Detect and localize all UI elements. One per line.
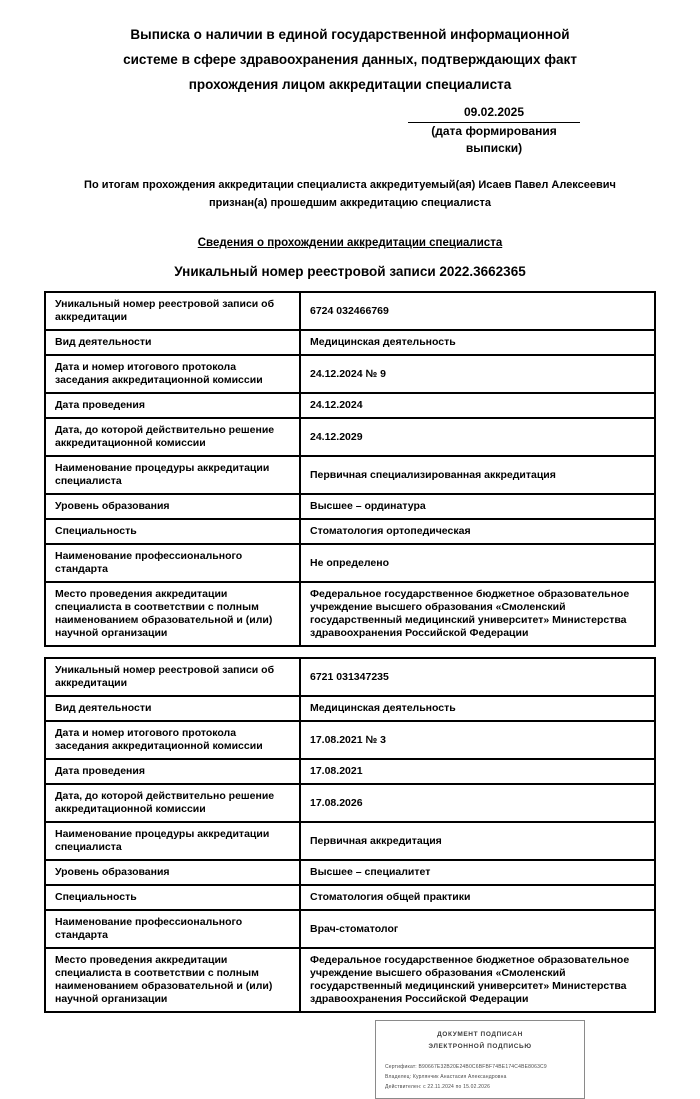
field-label: Дата проведения — [45, 393, 300, 418]
field-label: Уровень образования — [45, 494, 300, 519]
field-value: Врач-стоматолог — [300, 910, 655, 948]
document-title-line: системе в сфере здравоохранения данных, подтверждающих факт — [123, 52, 577, 67]
field-value: 17.08.2026 — [300, 784, 655, 822]
table-row — [45, 544, 655, 582]
stamp-title-line: ЭЛЕКТРОННОЙ ПОДПИСЬЮ — [428, 1043, 532, 1050]
field-value: Федеральное государственное бюджетное образовательное учреждение высшего образования «Смоленский государственный медицинский университет» Министерства здравоохранения Российской Федерации — [300, 582, 655, 646]
field-label: Уникальный номер реестровой записи об аккредитации — [45, 658, 300, 696]
document-title-line: Выписка о наличии в единой государственной информационной — [130, 27, 570, 42]
field-value: Стоматология ортопедическая — [300, 519, 655, 544]
table-row — [45, 721, 655, 759]
field-label: Специальность — [45, 519, 300, 544]
stamp-title-line: ДОКУМЕНТ ПОДПИСАН — [437, 1031, 523, 1038]
table-row — [45, 784, 655, 822]
field-value: 24.12.2024 — [300, 393, 655, 418]
field-value: Высшее – специалитет — [300, 860, 655, 885]
extract-date-caption: (дата формирования выписки) — [431, 124, 557, 155]
field-label: Вид деятельности — [45, 696, 300, 721]
field-label: Вид деятельности — [45, 330, 300, 355]
field-value: 6721 031347235 — [300, 658, 655, 696]
extract-date: 09.02.2025 — [408, 105, 580, 123]
field-label: Дата и номер итогового протокола заседания аккредитационной комиссии — [45, 355, 300, 393]
field-value: Высшее – ординатура — [300, 494, 655, 519]
field-label: Место проведения аккредитации специалиста в соответствии с полным наименованием образовательной и (или) научной организации — [45, 582, 300, 646]
document-title-line: прохождения лицом аккредитации специалиста — [188, 77, 512, 92]
field-value: Стоматология общей практики — [300, 885, 655, 910]
table-row — [45, 822, 655, 860]
field-value: 17.08.2021 № 3 — [300, 721, 655, 759]
field-label: Специальность — [45, 885, 300, 910]
field-value: Первичная специализированная аккредитация — [300, 456, 655, 494]
field-value: 24.12.2024 № 9 — [300, 355, 655, 393]
accreditation-table-2 — [44, 657, 656, 1013]
field-value: Медицинская деятельность — [300, 696, 655, 721]
stamp-validity: Действителен: с 22.11.2024 по 15.02.2026 — [385, 1084, 491, 1090]
field-value: Федеральное государственное бюджетное образовательное учреждение высшего образования «Смоленский государственный медицинский университет» Министерства здравоохранения Российской Федерации — [300, 948, 655, 1012]
table-row — [45, 330, 655, 355]
stamp-certificate: Сертификат: B90667E32B20E24B0C6BFBF74BE174C4BE8063C9 — [385, 1064, 547, 1070]
table-row — [45, 658, 655, 696]
table-row — [45, 494, 655, 519]
field-label: Дата, до которой действительно решение аккредитационной комиссии — [45, 418, 300, 456]
table-row — [45, 355, 655, 393]
field-label: Дата и номер итогового протокола заседания аккредитационной комиссии — [45, 721, 300, 759]
electronic-signature-stamp — [375, 1020, 585, 1099]
field-label: Наименование процедуры аккредитации специалиста — [45, 456, 300, 494]
accreditation-result-text — [44, 176, 656, 212]
field-label: Наименование профессионального стандарта — [45, 910, 300, 948]
table-row — [45, 885, 655, 910]
table-row — [45, 696, 655, 721]
table-row — [45, 948, 655, 1012]
table-row — [45, 860, 655, 885]
field-label: Наименование процедуры аккредитации специалиста — [45, 822, 300, 860]
table-row — [45, 910, 655, 948]
field-value: Медицинская деятельность — [300, 330, 655, 355]
field-value: Первичная аккредитация — [300, 822, 655, 860]
section-heading: Сведения о прохождении аккредитации специалиста — [197, 237, 503, 249]
table-row — [45, 418, 655, 456]
field-label: Уникальный номер реестровой записи об аккредитации — [45, 292, 300, 330]
registry-number-heading: Уникальный номер реестровой записи 2022.3662365 — [174, 264, 526, 279]
accreditation-result-line: По итогам прохождения аккредитации специалиста аккредитуемый(ая) Исаев Павел Алексеевич — [84, 179, 616, 191]
field-value: 17.08.2021 — [300, 759, 655, 784]
table-row — [45, 456, 655, 494]
accreditation-table-1 — [44, 291, 656, 647]
field-value: Не определено — [300, 544, 655, 582]
table-row — [45, 759, 655, 784]
field-label: Место проведения аккредитации специалиста в соответствии с полным наименованием образовательной и (или) научной организации — [45, 948, 300, 1012]
table-row — [45, 393, 655, 418]
field-label: Уровень образования — [45, 860, 300, 885]
stamp-details — [385, 1062, 575, 1092]
field-label: Наименование профессионального стандарта — [45, 544, 300, 582]
extract-date-block — [408, 105, 580, 157]
table-row — [45, 519, 655, 544]
table-row — [45, 582, 655, 646]
accreditation-result-line: признан(а) прошедшим аккредитацию специалиста — [208, 197, 492, 209]
field-value: 24.12.2029 — [300, 418, 655, 456]
document-title — [44, 22, 656, 97]
table-row — [45, 292, 655, 330]
field-value: 6724 032466769 — [300, 292, 655, 330]
field-label: Дата проведения — [45, 759, 300, 784]
stamp-owner: Владелец: Курлянчик Анастасия Александровна — [385, 1074, 507, 1080]
field-label: Дата, до которой действительно решение аккредитационной комиссии — [45, 784, 300, 822]
